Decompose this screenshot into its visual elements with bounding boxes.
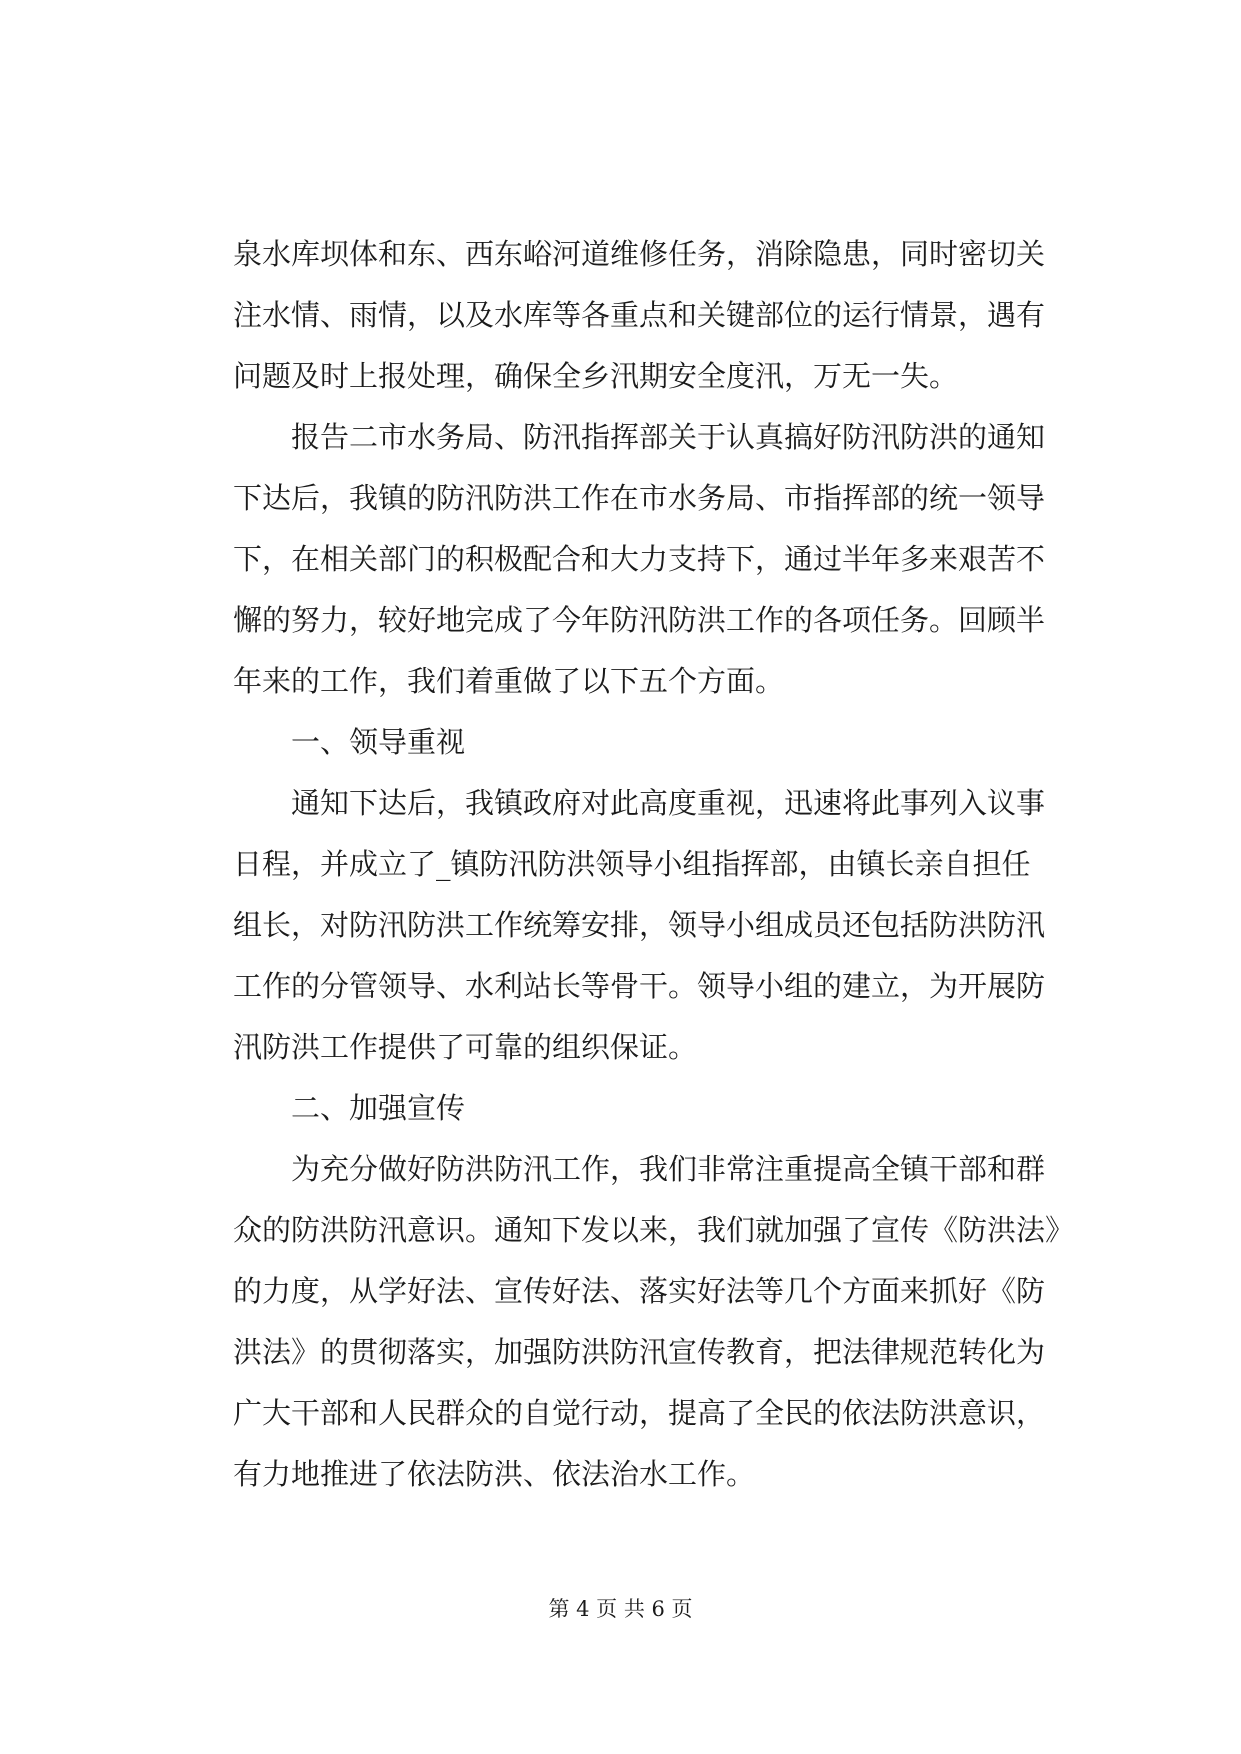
text-line: 下，在相关部门的积极配合和大力支持下，通过半年多来艰苦不 bbox=[233, 542, 1046, 576]
text-line: 工作的分管领导、水利站长等骨干。领导小组的建立，为开展防 bbox=[233, 969, 1046, 1003]
text-line: 汛防洪工作提供了可靠的组织保证。 bbox=[233, 1030, 698, 1064]
text-line: 年来的工作，我们着重做了以下五个方面。 bbox=[233, 664, 785, 698]
text-line: 日程，并成立了_镇防汛防洪领导小组指挥部，由镇长亲自担任 bbox=[233, 847, 1031, 881]
text-line: 通知下达后，我镇政府对此高度重视，迅速将此事列入议事 bbox=[291, 786, 1046, 820]
text-line: 一、领导重视 bbox=[291, 725, 466, 759]
text-line: 报告二市水务局、防汛指挥部关于认真搞好防汛防洪的通知 bbox=[291, 420, 1046, 454]
text-line: 组长，对防汛防洪工作统筹安排，领导小组成员还包括防洪防汛 bbox=[233, 908, 1046, 942]
text-line: 注水情、雨情，以及水库等各重点和关键部位的运行情景，遇有 bbox=[233, 298, 1046, 332]
text-line: 二、加强宣传 bbox=[291, 1091, 466, 1125]
text-line: 众的防洪防汛意识。通知下发以来，我们就加强了宣传《防洪法》 bbox=[233, 1213, 1075, 1247]
text-line: 泉水库坝体和东、西东峪河道维修任务，消除隐患，同时密切关 bbox=[233, 237, 1046, 271]
text-line: 广大干部和人民群众的自觉行动，提高了全民的依法防洪意识， bbox=[233, 1396, 1046, 1430]
text-line: 有力地推进了依法防洪、依法治水工作。 bbox=[233, 1457, 756, 1491]
text-line: 懈的努力，较好地完成了今年防汛防洪工作的各项任务。回顾半 bbox=[233, 603, 1046, 637]
text-line: 洪法》的贯彻落实，加强防洪防汛宣传教育，把法律规范转化为 bbox=[233, 1335, 1046, 1369]
text-line: 的力度，从学好法、宣传好法、落实好法等几个方面来抓好《防 bbox=[233, 1274, 1046, 1308]
text-line: 为充分做好防洪防汛工作，我们非常注重提高全镇干部和群 bbox=[291, 1152, 1046, 1186]
text-line: 问题及时上报处理，确保全乡汛期安全度汛，万无一失。 bbox=[233, 359, 959, 393]
text-line: 下达后，我镇的防汛防洪工作在市水务局、市指挥部的统一领导 bbox=[233, 481, 1046, 515]
document-body bbox=[233, 224, 1075, 1505]
page-footer: 第 4 页 共 6 页 bbox=[548, 1597, 693, 1621]
